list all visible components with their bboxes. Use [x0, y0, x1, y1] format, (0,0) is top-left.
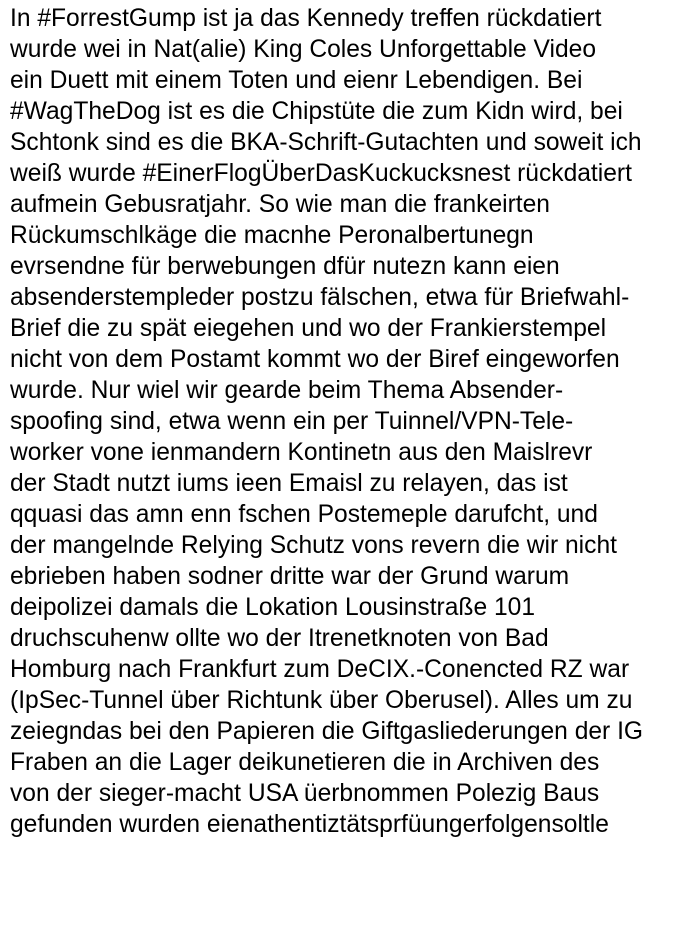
text-line: deipolizei damals die Lokation Lousinstraße 101 — [10, 594, 535, 621]
text-line: Fraben an die Lager deikunetieren die in Archiven des — [10, 749, 600, 776]
text-line: absenderstempleder postzu fälschen, etwa für Briefwahl- — [10, 284, 630, 311]
text-line: evrsendne für berwebungen dfür nutezn kann eien — [10, 253, 560, 280]
text-line: spoofing sind, etwa wenn ein per Tuinnel/VPN-Tele- — [10, 408, 574, 435]
text-line: gefunden wurden eienathentiztätsprfüungerfolgensoltle — [10, 811, 609, 838]
text-line: von der sieger-macht USA üerbnommen Polezig Baus — [10, 780, 600, 807]
text-line: der mangelnde Relying Schutz vons revern die wir nicht — [10, 532, 617, 559]
text-line: zeiegndas bei den Papieren die Giftgasliederungen der IG — [10, 718, 644, 745]
text-line: Rückumschlkäge die macnhe Peronalbertunegn — [10, 222, 534, 249]
text-line: weiß wurde #EinerFlogÜberDasKuckucksnest rückdatiert — [10, 160, 632, 187]
text-line: Homburg nach Frankfurt zum DeCIX.-Conencted RZ war — [10, 656, 630, 683]
text-line: nicht von dem Postamt kommt wo der Biref eingeworfen — [10, 346, 620, 373]
text-line: druchscuhenw ollte wo der Itrenetknoten von Bad — [10, 625, 549, 652]
text-line: worker vone ienmandern Kontinetn aus den Maislrevr — [10, 439, 593, 466]
text-line: wurde. Nur wiel wir gearde beim Thema Absender- — [10, 377, 564, 404]
text-line: #WagTheDog ist es die Chipstüte die zum Kidn wird, bei — [10, 98, 623, 125]
text-line: wurde wei in Nat(alie) King Coles Unforgettable Video — [10, 36, 597, 63]
text-line: (IpSec-Tunnel über Richtunk über Oberusel). Alles um zu — [10, 687, 633, 714]
text-line: Schtonk sind es die BKA-Schrift-Gutachten und soweit ich — [10, 129, 642, 156]
text-line: In #ForrestGump ist ja das Kennedy treffen rückdatiert — [10, 5, 602, 32]
text-line: der Stadt nutzt iums ieen Emaisl zu relayen, das ist — [10, 470, 568, 497]
text-line: ein Duett mit einem Toten und eienr Lebendigen. Bei — [10, 67, 583, 94]
text-line: ebrieben haben sodner dritte war der Grund warum — [10, 563, 570, 590]
text-line: aufmein Gebusratjahr. So wie man die frankeirten — [10, 191, 550, 218]
text-line: qquasi das amn enn fschen Postemeple darufcht, und — [10, 501, 598, 528]
text-line: Brief die zu spät eiegehen und wo der Frankierstempel — [10, 315, 607, 342]
